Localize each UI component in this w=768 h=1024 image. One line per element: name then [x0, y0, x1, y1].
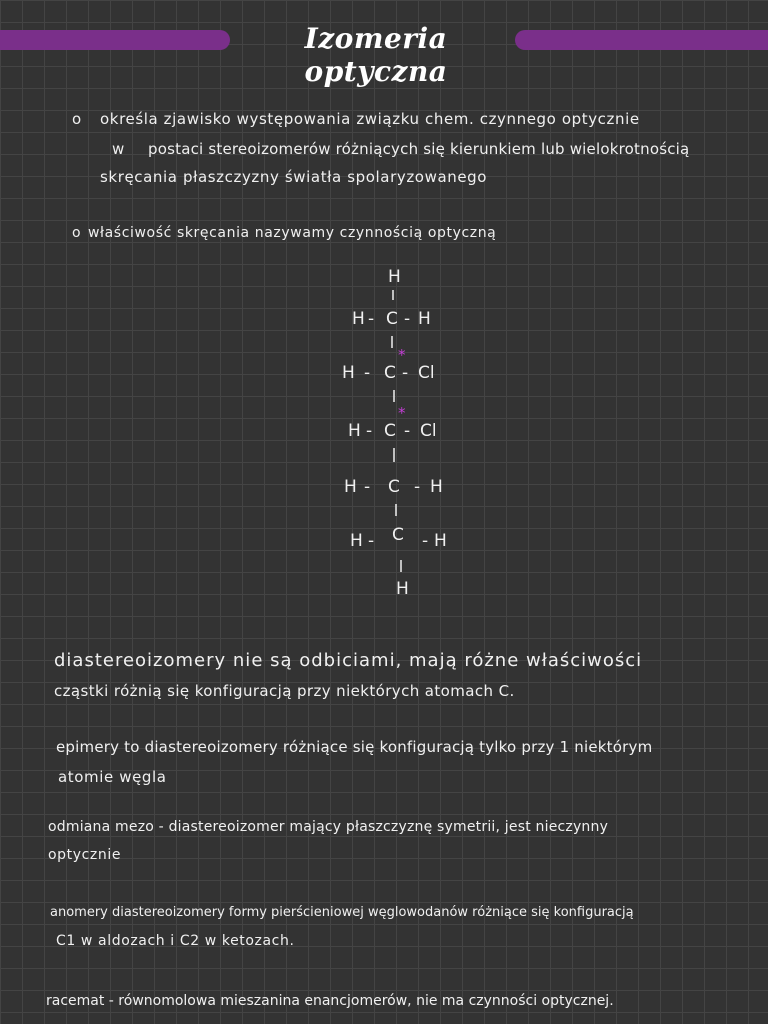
- atom-row5-left: H: [350, 531, 363, 551]
- bullet-icon: o: [72, 110, 82, 128]
- atom-bottom-h: H: [396, 579, 409, 599]
- svg-text:-: -: [402, 363, 409, 383]
- structural-formula-svg: [330, 262, 480, 602]
- property-line: [72, 218, 496, 248]
- atom-row1-left: H: [352, 309, 365, 329]
- intro-line-1: [72, 104, 640, 134]
- atom-row4-carbon: C: [388, 477, 400, 497]
- svg-text:-: -: [404, 309, 411, 329]
- racemat-line: racemat - równomolowa mieszanina enancjomerów, nie ma czynności optycznej.: [46, 993, 614, 1009]
- anomery-line-2: C1 w aldozach i C2 w ketozach.: [56, 933, 295, 949]
- svg-text:-: -: [364, 363, 371, 383]
- svg-text:-: -: [366, 421, 373, 441]
- property-text: właściwość skręcania nazywamy czynnością optyczną: [88, 225, 497, 241]
- svg-text:-: -: [404, 421, 411, 441]
- atom-row5-carbon: C: [392, 525, 404, 545]
- intro-line-2: [112, 134, 689, 164]
- svg-text:-: -: [422, 531, 429, 551]
- diastereo-line-2: cząstki różnią się konfiguracją przy niektórych atomach C.: [54, 682, 515, 700]
- chiral-star-icon-1: *: [398, 346, 406, 364]
- atom-row2-carbon: C: [384, 363, 396, 383]
- atom-row4-right: H: [430, 477, 443, 497]
- atom-row5-right: H: [434, 531, 447, 551]
- anomery-line-1: anomery diastereoizomery formy pierścieniowej węglowodanów różniące się konfiguracją: [50, 905, 634, 920]
- atom-top-h: H: [388, 267, 401, 287]
- atom-row3-carbon: C: [384, 421, 396, 441]
- atom-row2-left: H: [342, 363, 355, 383]
- atom-row3-right: Cl: [420, 421, 437, 441]
- epimery-line-2: atomie węgla: [58, 768, 167, 786]
- intro-text-1: określa zjawisko występowania związku chem. czynnego optycznie: [100, 110, 640, 128]
- page-title: Izomeria optyczna: [304, 22, 448, 88]
- diastereo-line-1: diastereoizomery nie są odbiciami, mają różne właściwości: [54, 650, 643, 671]
- epimery-line-1: epimery to diastereoizomery różniące się konfiguracją tylko przy 1 niektórym: [56, 738, 653, 756]
- chiral-star-icon-2: *: [398, 404, 406, 422]
- mezo-line-1: odmiana mezo - diastereoizomer mający płaszczyznę symetrii, jest nieczynny: [48, 819, 609, 835]
- structural-formula: [330, 262, 480, 602]
- atom-row3-left: H: [348, 421, 361, 441]
- atom-row2-right: Cl: [418, 363, 435, 383]
- svg-text:-: -: [414, 477, 421, 497]
- svg-text:-: -: [368, 309, 375, 329]
- title-right-bar: [515, 30, 768, 50]
- svg-text:-: -: [368, 531, 375, 551]
- mezo-line-2: optycznie: [48, 847, 122, 863]
- atom-row4-left: H: [344, 477, 357, 497]
- atom-row1-carbon: C: [386, 309, 398, 329]
- intro-marker: w: [112, 140, 125, 158]
- svg-text:-: -: [364, 477, 371, 497]
- intro-line-3: skręcania płaszczyzny światła spolaryzowanego: [100, 168, 488, 186]
- intro-text-2: postaci stereoizomerów różniących się kierunkiem lub wielokrotnością: [148, 140, 690, 158]
- bullet-icon: o: [72, 225, 82, 241]
- title-left-bar: [0, 30, 230, 50]
- atom-row1-right: H: [418, 309, 431, 329]
